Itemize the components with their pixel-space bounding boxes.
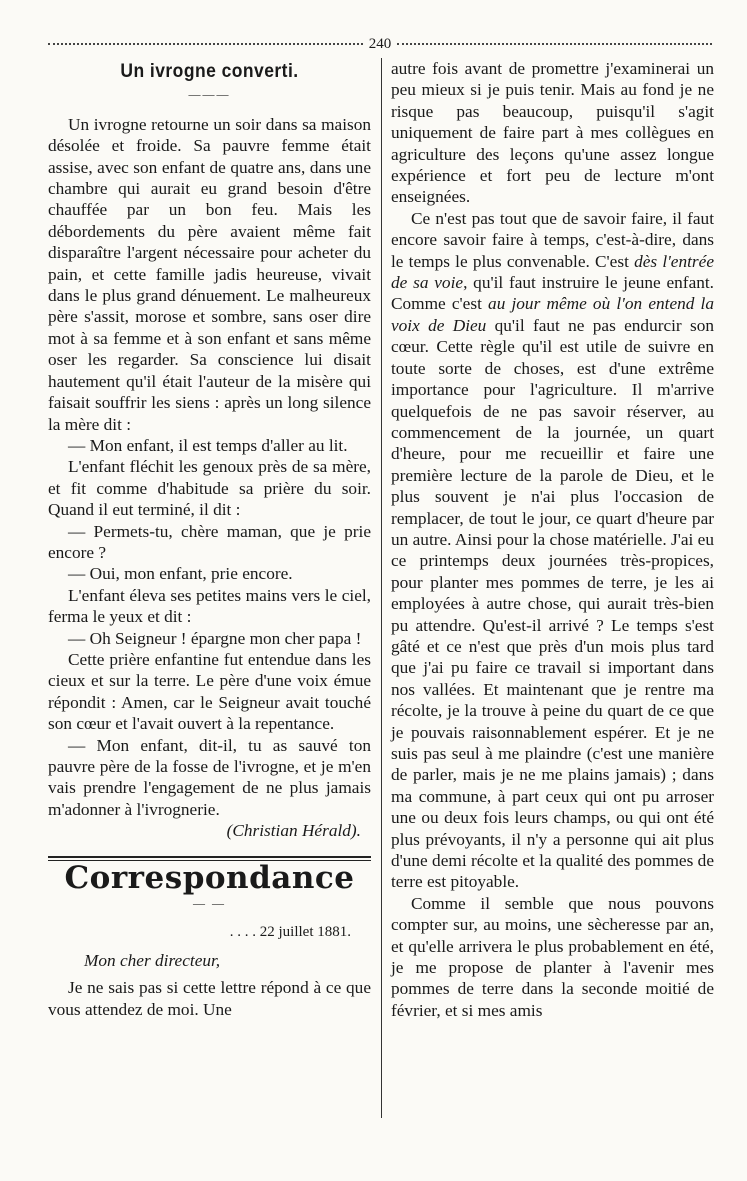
section-title: Correspondance (64, 859, 355, 896)
column-divider (381, 58, 382, 1118)
page-header (48, 34, 712, 54)
emphasis-text: dès l'entrée de sa voie (391, 251, 714, 293)
story-title: Un ivrogne converti. (120, 61, 299, 82)
letter-paragraph: Comme il semble que nous pouvons compter sur, au moins, une sècheresse par an, et qu'elle arrivera le plus probablement en été, je me propose de planter à l'avenir mes pommes de terre dans la seconde moitié de février, et si mes amis (391, 893, 714, 1020)
story-paragraph: L'enfant éleva ses petites mains vers le ciel, ferma le yeux et dit : (48, 585, 371, 627)
story-paragraph: — Permets-tu, chère maman, que je prie encore ? (48, 521, 371, 562)
text-run: qu'il faut ne pas endurcir son cœur. Cette règle qu'il est utile de suivre en toute sorte de choses, est d'une extrême importance pour l'agriculture. Il m'arrive quelquefois de ne pas savoir réserver, au commencement de la journée, un quart d'heure, pour me recueillir et faire une première lecture de la parole de Dieu, et le plus souvent je n'ai plus l'occasion de remplacer, de tout le jour, ce quart d'heure par un autre. Ainsi pour la chose matérielle. J'ai eu ce printemps deux journées très-propices, pour planter mes pommes de terre, je les ai employées à autre chose, qui aurait très-bien pu attendre. Qu'est-il arrivé ? Le temps s'est gâté et ce n'est que près d'un mois plus tard que j'ai pu faire ce travail si important dans nos vallées. Et maintenant que je rentre ma récolte, je la trouve à peine du quart de ce que je pouvais raisonnablement espérer. Et je ne suis pas seul à me plaindre (c'est une manière de parler, mais je ne me plains jamais) ; dans ma commune, à part ceux qui ont pu arroser une ou deux fois leurs champs, ou qui ont été plus prévoyants, il n'y a personne qui ait plus d'une demi récolte et la qualité des pommes de terre est pitoyable. (391, 315, 715, 892)
right-column (391, 58, 714, 1021)
story-paragraph: — Oh Seigneur ! épargne mon cher papa ! (68, 628, 362, 648)
story-paragraph: L'enfant fléchit les genoux près de sa mère, et fit comme d'habitude sa prière du soir. Quand il eut terminé, il dit : (48, 457, 371, 520)
letter-date: . . . . 22 juillet 1881. (229, 924, 351, 941)
text-run: Ce n'est pas tout que de savoir faire, il faut encore savoir faire à temps, c'est-à-dire, dans le temps le plus convenable. C'est (391, 208, 714, 271)
header-rule-right (397, 43, 712, 45)
letter-paragraph: autre fois avant de promettre j'examinerai un peu mieux si je puis tenir. Mais au fond je ne risque pas beaucoup, puisqu'il s'agit uniquement de faire part à mes collègues en agriculture des leçons qu'une assez longue expérience et fort peu de lecture m'ont enseignées. (391, 59, 714, 207)
story-paragraph: Cette prière enfantine fut entendue dans les cieux et sur la terre. Le père d'une voix émue répondit : Amen, car le Seigneur avait touché son cœur et l'avait ouvert à la repentance. (48, 649, 371, 734)
letter-paragraph: Je ne sais pas si cette lettre répond à ce que vous attendez de moi. Une (48, 978, 371, 1019)
story-paragraph: — Mon enfant, dit-il, tu as sauvé ton pauvre père de la fosse de l'ivrogne, et je m'en vais prendre l'engagement de ne plus jamais m'adonner à l'ivrognerie. (48, 735, 371, 819)
section-title-dash: — — (193, 896, 226, 911)
letter-paragraph (391, 208, 714, 893)
story-source: (Christian Hérald). (226, 821, 361, 841)
story-paragraph: — Oui, mon enfant, prie encore. (68, 564, 293, 584)
story-paragraph: Un ivrogne retourne un soir dans sa maison désolée et froide. Sa pauvre femme était assise, avec son enfant de quatre ans, dans une chambre qui aurait eu grand besoin d'être chauffée par un bon feu. Mais les débordements du père avaient même fait disparaître l'argent nécessaire pour acheter du pain, et cette famille jadis heureuse, vivait dans le plus grand dénuement. Le malheureux père s'assit, morose et sombre, sans oser dire mot à sa femme et à son enfant et sans même oser les regarder. Sa conscience lui disait hautement qu'il était l'auteur de la misère qui faisait souffrir les siens : après un long silence la mère dit : (48, 114, 371, 434)
text-run: , qu'il faut instruire le jeune enfant. Comme c'est (391, 273, 714, 314)
emphasis-text: au jour même où l'on entend la voix de Dieu (391, 294, 714, 335)
letter-salutation: Mon cher directeur, (84, 950, 221, 970)
left-column (48, 58, 371, 1020)
story-title-dash: ——— (188, 87, 231, 102)
header-rule-left (48, 43, 363, 45)
page-number: 240 (368, 35, 392, 52)
section-separator (48, 856, 371, 858)
story-paragraph: — Mon enfant, il est temps d'aller au lit. (68, 435, 348, 455)
